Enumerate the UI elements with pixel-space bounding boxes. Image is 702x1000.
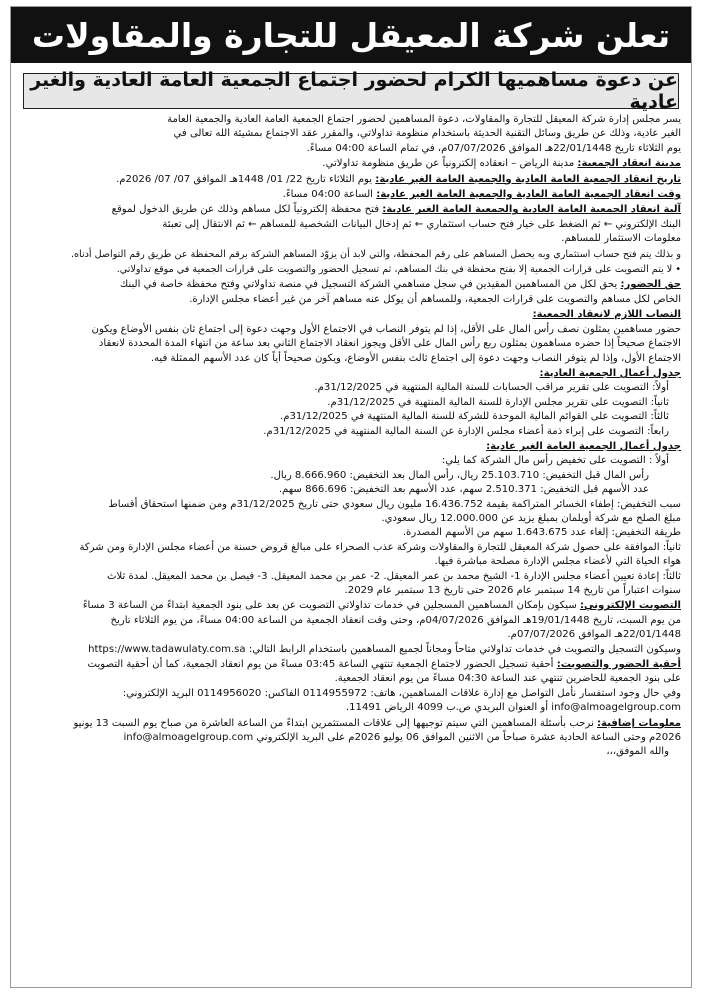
tadawulaty-link[interactable]: https://www.tadawulaty.com.sa: [88, 643, 246, 655]
meeting-time: وقت انعقاد الجمعية العامة العادية والجمعية العامة الغير عادية: الساعة 04:00 مساءً.: [282, 189, 681, 201]
electronic-voting: التصويت الإلكتروني: سيكون بإمكان المساهمين المسجلين في خدمات تداولاتي التصويت عن بعد على بنود الجمعية ابتداءً من الساعة 3 مساءً من يوم السبت، تاريخ 19/01/1448هـ الموافق 04/07/2026م، وحتى وقت انعقاد الجمعية من الساعة 04:00 مساءً، من يوم الثلاثاء تاريخ 22/01/1448هـ الموافق 07/07/2026م. وسيكون التسجيل والتصويت في خدمات تداولاتي متاحاً ومجاناً لجميع المساهمين باستخدام الرابط التالي: https://www.tadawulaty.com.sa: [82, 600, 681, 655]
extraordinary-agenda: جدول أعمال الجمعية العامة الغير عادية: أولاً : التصويت على تخفيض رأس مال الشركة كما يلي: رأس المال قبل التخفيض: 25.103.710 ريال، رأس المال بعد التخفيض: 8.666.960 ريال. عدد الأسهم قبل التخفيض: 2.510.371 سهم، عدد الأسهم بعد التخفيض: 866.696 سهم. سبب التخفيض: إطفاء الخسائر المتراكمة بقيمة 16.436.752 مليون ريال سعودي حتى تاريخ 31/12/2025م ومن ضمنها استحقاق أقساط مبلغ الصلح مع شركة أويلمان بمبلغ يزيد عن 12.000.000 ريال سعودي. طريقة التخفيض: إلغاء عدد 1.643.675 سهم من الأسهم المصدرة. ثانياً: الموافقة على حصول شركة المعيقل للتجارة والمقاولات وشركة عذب الصحراء على مبالغ قروض حسنة من أعضاء مجلس الإدارة ومن شركة هواء الحياة التي لأعضاء مجلس الإدارة مصلحة مباشرة فيها. ثالثاً: إعادة تعيين أعضاء مجلس الإدارة 1- الشيخ محمد بن عمر المعيقل. 2- عمر بن محمد المعيقل. 3- فيصل بن محمد المعيقل. لمدة ثلاث سنوات اعتباراً من تاريخ 14 سبتمبر عام 2026 حتى تاريخ 13 سبتمبر عام 2029.: [79, 440, 681, 596]
additional-info: معلومات إضافية: نرحب بأسئلة المساهمين التي سيتم توجيهها إلى علاقات المستثمرين ابتداءً من الساعة العاشرة من صباح يوم السبت 13 يونيو 2026م وحتى الساعة الحادية عشرة صباحاً من الاثنين الموافق 06 يوليو 2026م على البريد الإلكتروني info@almoagelgroup.com والله الموفق،،،: [73, 717, 681, 758]
voting-eligibility: أحقية الحضور والتصويت: أحقية تسجيل الحضور لاجتماع الجمعية تنتهي الساعة 03:45 مساءً من يوم انعقاد الجمعية، كما أن أحقية التصويت على بنود الجمعية للحاضرين تنتهي عند الساعة 04:30 مساءً من يوم انعقاد الجمعية. وفي حال وجود استفسار نأمل التواصل مع إدارة علاقات المساهمين، هاتف: 0114955972 الفاكس: 0114956020 البريد الإلكتروني: info@almoagelgroup.com أو العنوان البريدي ص.ب 4099 الرياض 11491.: [87, 659, 681, 714]
contact-email[interactable]: info@almoagelgroup.com: [551, 702, 681, 714]
attendance-right: حق الحضور: يحق لكل من المساهمين المقيدين في سجل مساهمي الشركة التسجيل في منصة تداولاتي وفتح محفظة خاصة في البنك الخاص لكل مساهم والتصويت على قرارات الجمعية، وللمساهم أن يوكل عنه مساهم آخر من غير أعضاء مجلس الإدارة.: [119, 279, 681, 305]
announcement-title: تعلن شركة المعيقل للتجارة والمقاولات: [11, 7, 691, 63]
meeting-city: مدينة انعقاد الجمعية: مدينة الرياض – انعقاده إلكترونياً عن طريق منظومة تداولاتي.: [322, 158, 681, 170]
list-item: ثالثاً: التصويت على القوائم المالية الموحدة للشركة للسنة المالية المنتهية في 31/12/2025م.: [279, 411, 669, 423]
mechanism-note: و بذلك يتم فتح حساب استثماري وبه يحصل المساهم على رقم المحفظة، والتي لابد أن يزوّد المساهم الشركة برقم المحفظة عن طريق رقم التواصل أدناه.: [70, 248, 681, 260]
announcement-body: [21, 113, 681, 983]
announcement-page: [10, 6, 692, 988]
quorum-section: النصاب اللازم لانعقاد الجمعية: حضور مساهمين يمثلون نصف رأس المال على الأقل، إذا لم يتوفر النصاب في الاجتماع الأول وجهت دعوة إلى اجتماع ثان بنفس الأوضاع ويكون الاجتماع صحيحاً إذا حضره مساهمون يمثلون ربع رأس المال على الأقل ويجوز انعقاد الاجتماع الثاني بعد ساعة من انتهاء المدة المحددة لانعقاد الاجتماع الأول، وإذا لم يتوفر النصاب وجهت دعوة إلى اجتماع ثالث بنفس الأوضاع، ويكون صحيحاً أياً كان عدد الأسهم الممثلة فيه.: [91, 309, 681, 364]
list-item: أولاً: التصويت على تقرير مراقب الحسابات للسنة المالية المنتهية في 31/12/2025م.: [314, 382, 669, 394]
list-item: ثانياً: التصويت على تقرير مجلس الإدارة للسنة المالية المنتهية في 31/12/2025م.: [327, 396, 669, 408]
meeting-date: تاريخ انعقاد الجمعية العامة العادية والجمعية العامة الغير عادية: يوم الثلاثاء تاريخ 22/ 01/ 1448هـ الموافق 07/ 07/ 2026م.: [116, 173, 681, 185]
mechanism-bullet: • لا يتم التصويت على قرارات الجمعية إلا بفتح محفظة في بنك المساهم، ثم تسجيل الحضور والتصويت على قرارات الجمعية في موقع تداولاتي.: [21, 263, 681, 277]
intro-paragraph: يسر مجلس إدارة شركة المعيقل للتجارة والمقاولات، دعوة المساهمين لحضور اجتماع الجمعية العامة العادية والجمعية العامة الغير عادية، وذلك عن طريق وسائل التقنية الحديثة باستخدام منظومة تداولاتي، والمقرر عقد الاجتماع بمشيئة الله تعالى في يوم الثلاثاء تاريخ 22/01/1448هـ الموافق 07/07/2026م، في تمام الساعة 04:00 مساءً.: [167, 114, 681, 154]
announcement-subtitle: عن دعوة مساهميها الكرام لحضور اجتماع الجمعية العامة العادية والغير عادية: [23, 73, 679, 109]
meeting-mechanism: آلية انعقاد الجمعية العامة العادية والجمعية العامة الغير عادية: فتح محفظة إلكترونياً لكل مساهم وذلك عن طريق الدخول لموقع البنك الإلكتروني ← ثم الضغط على خيار فتح حساب استثماري ← ثم إدخال البيانات الشخصية للمساهم ← ثم الانتقال إلى تعبئة معلومات الاستثمار للمساهم.: [111, 204, 681, 245]
ordinary-agenda: جدول أعمال الجمعية العادية: أولاً: التصويت على تقرير مراقب الحسابات للسنة المالية المنتهية في 31/12/2025م. ثانياً: التصويت على تقرير مجلس الإدارة للسنة المالية المنتهية في 31/12/2025م. ثالثاً: التصويت على القوائم المالية الموحدة للشركة للسنة المالية المنتهية في 31/12/2025م. رابعاً: التصويت على إبراء ذمة أعضاء مجلس الإدارة عن السنة المالية المنتهية في 31/12/2025م.: [263, 367, 681, 437]
list-item: رابعاً: التصويت على إبراء ذمة أعضاء مجلس الإدارة عن السنة المالية المنتهية في 31/12/2025م.: [263, 425, 669, 437]
closing-text: والله الموفق،،،: [606, 746, 669, 758]
questions-email[interactable]: info@almoagelgroup.com: [123, 732, 254, 744]
